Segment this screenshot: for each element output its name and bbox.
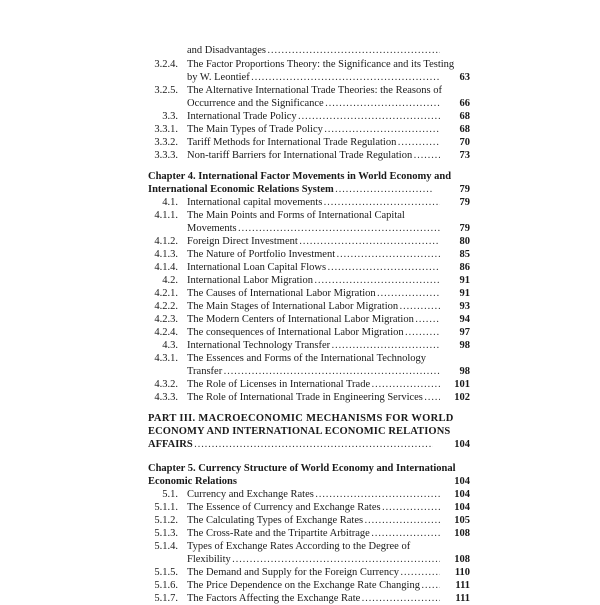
toc-entry-number: 5.1.5. [154, 567, 178, 578]
toc-entry-text: The Factors Affecting the Exchange Rate …………………………………………………………………………………………………………………………………………… [187, 592, 440, 605]
toc-page-number: 94 [459, 314, 470, 325]
part-heading: ECONOMY AND INTERNATIONAL ECONOMIC RELATIONS [148, 426, 451, 437]
toc-page-number: 111 [455, 593, 470, 604]
toc-page-number: 104 [454, 489, 470, 500]
toc-entry-text: The Calculating Types of Exchange Rates …………………………………………………………………………………………………………………………………………… [187, 514, 440, 527]
toc-page-number: 86 [459, 262, 470, 273]
toc-page-number: 104 [454, 439, 470, 450]
toc-entry-number: 5.1.2. [154, 515, 178, 526]
toc-page-number: 110 [454, 567, 470, 578]
toc-page-number: 63 [459, 72, 470, 83]
chapter-heading: International Economic Relations System …………………………………………………………………………………………………………………………………………… [148, 183, 433, 196]
part-heading: PART III. MACROECONOMIC MECHANISMS FOR WORLD [148, 413, 454, 424]
toc-entry-text: The Nature of Portfolio Investment …………………………………………………………………………………………………………………………………………… [187, 248, 440, 261]
toc-entry-number: 3.3. [162, 111, 178, 122]
toc-entry-text: The Role of Licenses in International Trade …………………………………………………………………………………………………………………………………………… [187, 378, 440, 391]
toc-entry-number: 5.1.3. [154, 528, 178, 539]
toc-entry-number: 5.1.6. [154, 580, 178, 591]
toc-page-number: 68 [459, 111, 470, 122]
toc-entry-text: The Main Stages of International Labor Migration …………………………………………………………………………………………………………………………………………… [187, 300, 440, 313]
toc-entry-number: 4.3. [162, 340, 178, 351]
toc-entry-text: International capital movements …………………………………………………………………………………………………………………………………………… [187, 196, 440, 209]
toc-entry-number: 4.1. [162, 197, 178, 208]
toc-page-number: 79 [459, 197, 470, 208]
toc-page-number: 91 [459, 275, 470, 286]
toc-entry-number: 4.1.3. [154, 249, 178, 260]
toc-entry-text: The Main Types of Trade Policy …………………………………………………………………………………………………………………………………………… [187, 123, 440, 136]
toc-page-number: 93 [459, 301, 470, 312]
toc-entry-text: The Main Points and Forms of International Capital [187, 210, 405, 221]
toc-page-number: 80 [459, 236, 470, 247]
toc-page-number: 79 [459, 223, 470, 234]
toc-entry-text: Types of Exchange Rates According to the Degree of [187, 541, 411, 552]
toc-entry-number: 4.2.1. [154, 288, 178, 299]
toc-entry-text: and Disadvantages …………………………………………………………………………………………………………………………………………… [187, 44, 440, 57]
chapter-heading: Chapter 4. International Factor Movements in World Economy and [148, 171, 452, 182]
toc-entry-number: 4.3.3. [154, 392, 178, 403]
toc-page-number: 101 [454, 379, 470, 390]
part-heading: AFFAIRS …………………………………………………………………………………………………………………………………………… [148, 438, 433, 451]
toc-entry-number: 3.2.4. [154, 59, 178, 70]
toc-entry-text: The Alternative International Trade Theories: the Reasons of [187, 85, 442, 96]
toc-entry-text: Flexibility …………………………………………………………………………………………………………………………………………… [187, 553, 440, 566]
toc-entry-text: The Essence of Currency and Exchange Rates …………………………………………………………………………………………………………………………………………… [187, 501, 440, 514]
toc-entry-number: 5.1.4. [154, 541, 178, 552]
toc-page-number: 85 [459, 249, 470, 260]
toc-entry-number: 4.2.2. [154, 301, 178, 312]
toc-entry-number: 3.3.2. [154, 137, 178, 148]
toc-entry-number: 4.3.1. [154, 353, 178, 364]
chapter-heading: Economic Relations [148, 476, 237, 487]
toc-entry-text: by W. Leontief …………………………………………………………………………………………………………………………………………… [187, 71, 440, 84]
toc-page-number: 108 [454, 554, 470, 565]
toc-entry-text: Currency and Exchange Rates …………………………………………………………………………………………………………………………………………… [187, 488, 440, 501]
toc-entry-text: Foreign Direct Investment …………………………………………………………………………………………………………………………………………… [187, 235, 440, 248]
toc-entry-number: 3.3.3. [154, 150, 178, 161]
toc-page-number: 104 [454, 476, 470, 487]
toc-page-number: 104 [454, 502, 470, 513]
toc-page-number: 98 [459, 366, 470, 377]
toc-entry-text: Non-tariff Barriers for International Trade Regulation …………………………………………………………………………………………………………………………………………… [187, 149, 440, 162]
toc-page-number: 73 [459, 150, 470, 161]
toc-page-number: 102 [454, 392, 470, 403]
toc-entry-text: The Factor Proportions Theory: the Significance and its Testing [187, 59, 455, 70]
toc-page-number: 79 [459, 184, 470, 195]
toc-page-number: 91 [459, 288, 470, 299]
toc-entry-text: The Causes of International Labor Migration …………………………………………………………………………………………………………………………………………… [187, 287, 440, 300]
toc-entry-number: 4.1.2. [154, 236, 178, 247]
toc-entry-number: 5.1.7. [154, 593, 178, 604]
toc-entry-number: 4.1.1. [154, 210, 178, 221]
toc-entry-number: 4.3.2. [154, 379, 178, 390]
toc-entry-text: International Trade Policy …………………………………………………………………………………………………………………………………………… [187, 110, 440, 123]
toc-entry-number: 3.2.5. [154, 85, 178, 96]
toc-entry-text: The Essences and Forms of the International Technology [187, 353, 427, 364]
chapter-heading: Chapter 5. Currency Structure of World Economy and International [148, 463, 456, 474]
toc-entry-text: The Price Dependence on the Exchange Rate Changing …………………………………………………………………………………………………………………………………………… [187, 579, 440, 592]
toc-entry-text: The consequences of International Labor Migration …………………………………………………………………………………………………………………………………………… [187, 326, 440, 339]
toc-entry-number: 4.1.4. [154, 262, 178, 273]
toc-page-number: 111 [455, 580, 470, 591]
toc-entry-text: International Labor Migration …………………………………………………………………………………………………………………………………………… [187, 274, 440, 287]
toc-page-number: 97 [459, 327, 470, 338]
toc-page-number: 108 [454, 528, 470, 539]
toc-entry-text: The Role of International Trade in Engineering Services …………………………………………………………………………………………………………………………………………… [187, 391, 440, 404]
toc-entry-text: Tariff Methods for International Trade Regulation …………………………………………………………………………………………………………………………………………… [187, 136, 440, 149]
toc-entry-text: The Demand and Supply for the Foreign Currency …………………………………………………………………………………………………………………………………………… [187, 566, 440, 579]
toc-page-number: 98 [459, 340, 470, 351]
toc-page-number: 70 [459, 137, 470, 148]
toc-entry-number: 4.2.4. [154, 327, 178, 338]
toc-entry-text: Transfer …………………………………………………………………………………………………………………………………………… [187, 365, 440, 378]
toc-entry-text: International Technology Transfer …………………………………………………………………………………………………………………………………………… [187, 339, 440, 352]
toc-entry-number: 3.3.1. [154, 124, 178, 135]
toc-entry-number: 5.1.1. [154, 502, 178, 513]
toc-entry-text: Movements …………………………………………………………………………………………………………………………………………… [187, 222, 440, 235]
toc-entry-text: The Modern Centers of International Labor Migration …………………………………………………………………………………………………………………………………………… [187, 313, 440, 326]
toc-page-number: 66 [459, 98, 470, 109]
toc-page-number: 105 [454, 515, 470, 526]
toc-entry-text: Occurrence and the Significance …………………………………………………………………………………………………………………………………………… [187, 97, 440, 110]
toc-entry-text: International Loan Capital Flows …………………………………………………………………………………………………………………………………………… [187, 261, 440, 274]
toc-entry-number: 4.2. [162, 275, 178, 286]
toc-entry-number: 5.1. [162, 489, 178, 500]
toc-page-number: 68 [459, 124, 470, 135]
toc-entry-text: The Cross-Rate and the Tripartite Arbitrage …………………………………………………………………………………………………………………………………………… [187, 527, 440, 540]
toc-entry-number: 4.2.3. [154, 314, 178, 325]
